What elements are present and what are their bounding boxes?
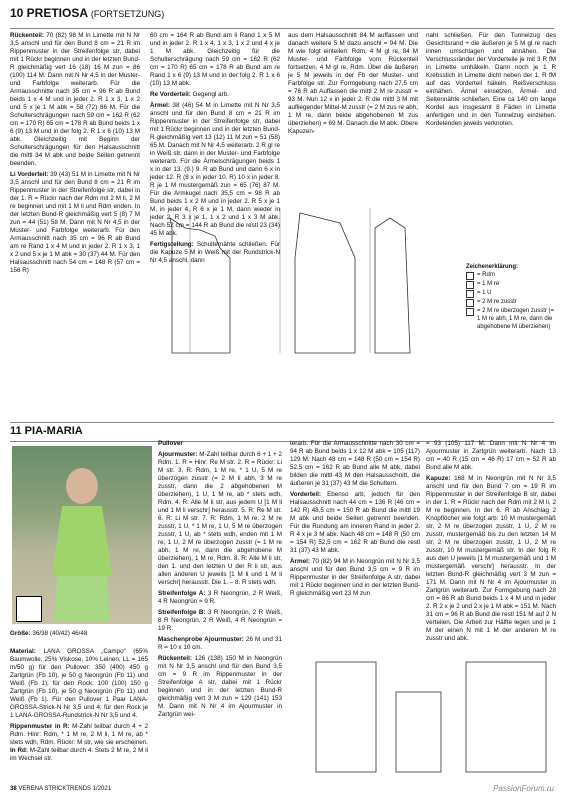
schematic2-lines [296,652,558,784]
legend-item-text: = 1 M re [477,281,500,287]
paragraph: = 93 (105) 117 M. Dann mit N Nr 4 im Ajourmuster in Zartgrün weiterarb. Nach 13 cm = 40 R (15 cm = 46 R) 17 cm = 52 R ab Bund alle M abk. [426,440,556,471]
edge-stitch-icon [466,272,474,280]
section-number-title: 10 PRETIOSA [10,6,88,20]
paragraph: Streifenfolge B: 3 R Neongrün, 2 R Weiß, 8 R Neongrün, 2 R Weiß, 4 R Neongrün = 19 R. [158,609,282,632]
section-subtitle: (FORTSETZUNG) [90,9,165,19]
page-footer [10,786,111,792]
watermark-text: PassionForum.ru [493,784,554,793]
section2-column-2 [158,440,282,722]
paragraph: Maschenprobe Ajourmuster: 26 M und 31 R = 10 x 10 cm. [158,636,282,651]
footer-text: VERENA STRICKTRENDS 1/2021 [18,786,112,792]
paragraph: aus dem Halsausschnitt 84 M auffassen und danach weitere 5 M dazu anschl = 94 M. Die M wie folgt einteilen: Rdm, 4 M gl re, 84 M Muster- und Farbfolge vom Rückenteil fortsetzen, 4 M gl re, Rdm. Über die äußeren je 5 M jeweils in der Fb der Muster- und Farbfolge str. Zur Formgebung nach 27,5 cm = 76 R ab Auffassen die mittl 2 M re zusstr = 93 M. Nun 12 x in jeder 2. R die mittl 3 M mit aufliegender Mittel-M zusstr (= 2 M zus re abh, 1 M re, dann beide abgehobenen M zus überziehen) = 69 M. Danach die M abk. Obere Kapuzen- [288,32,419,135]
legend-item [466,271,558,280]
paragraph: Ärmel: 38 (46) 54 M in Limette mit N Nr 3,5 anschl und für den Bund 8 cm = 21 R im Rippenmuster in der Streifenfolge str, dabei mit 1 Rückr beginnen und in der letzten Bund-R gleichmäßig vert 13 (12) 11 M zun = 51 (58) 65 M. Danach mit N Nr 4,5 weiterarb. 2 R gl re in Weiß str, dann in der Muster- und Farbfolge weiterarb. Für die Ärmelschrägungen beids 1 x in der 13. (9.) 9. R ab Bund und dann 6 x in jeder 12. R (8 x in jeder 10. R) 10 x in jeder 8. R je 1 M mustergemäß zun = 65 (76) 87 M. Für die Armkugel nach 35,5 cm = 98 R ab Bund beids 1 x 2 M und in jeder 2. R 5 x je 1 M, in jeder 4. R 6 x je 1 M, dann wieder in jeder 2. R 3 x je 1, 1 x 2 und 1 x 3 M abk. Nach 52 cm = 144 R ab Bund die restl 23 (34) 45 M abk. [150,102,280,237]
paragraph: Re Vorderteil: Gegengl arb. [150,91,229,98]
paragraph: Ärmel: 70 (82) 94 M in Neongrün mit N Nr 3,5 anschl und für den Bund 3,5 cm = 9 R im Rippenmuster in der Streifenfolge A str, dabei mit 1 Rückr beginnen und in der letzten Bund-R gleichmäßig vert 23 M zun [290,558,420,597]
k2tog-icon [466,299,474,307]
section2-column-1-body [10,648,148,766]
symbol-legend [466,263,558,331]
legend-item [466,280,558,289]
size-values: 36/38 (40/42) 46/48 [32,630,88,637]
legend-item [466,307,558,331]
section2-title: 11 PIA-MARIA [10,425,83,437]
section2-header [10,422,554,442]
size-label: Größe: [10,630,31,637]
paragraph: Material: LANA GROSSA „Campo“ (65% Baumwolle, 25% Viskose, 10% Leinen, LL = 165 m/50 g) für den Pullover: 350 (400) 450 g Zartgrün (Fb 10), je 50 g Neongrün (Fb 11) und Weiß (Fb 1); für den Rock: 100 (100) 150 g Zartgrün (Fb 10), je 50 g Neongrün (Fb 11) und Weiß (Fb 1). Für den Pullover 1 Paar LANA-GROSSA-Strick-N Nr 3,5 und 4; für den Rock je 1 LANA-GROSSA-Rundstrick-N Nr 3,5 und 4. [10,648,148,719]
knitting-schematic-pia-maria [296,652,558,784]
section2-column-1 [10,630,148,641]
paragraph: Pullover [158,440,183,447]
legend-title: Zeichenerklärung: [466,264,519,270]
paragraph: terarb. Für die Armausschnitte nach 30 cm = 94 R ab Bund beids 1 x 12 M abk = 105 (117) 129 M. Nach 48 cm = 148 R (50 cm = 154 R) 52,5 cm = 162 R ab Bund alle M abk, dabei bilden die mittl 43 M den Halsausschnitt, die äußeren je 31 (37) 43 M die Schultern. [290,440,420,487]
paragraph: Streifenfolge A: 3 R Neongrün, 2 R Weiß, 4 R Neongrün = 9 R. [158,590,283,605]
section1-column-1 [10,32,140,278]
legend-item [466,289,558,298]
paragraph: 60 cm = 164 R ab Bund am li Rand 1 x 5 M und in jeder 2. R 1 x 4, 1 x 3, 1 x 2 und 4 x je 1 M abk. Gleichzeitig für die Schulterschrägung nach 59 cm = 162 R (62 cm = 170 R) 65 cm = 178 R ab Bund am re Rand 1 x 6 (9) 13 M und in der folg 2. R 1 x 6 (10) 13 M abk. [150,32,280,87]
legend-item-text: = 1 U [477,290,492,296]
section-title [10,6,164,20]
legend-item [466,298,558,307]
section2-column-3 [290,440,420,601]
paragraph: Fertigstellung: Schulternähte schließen. Für die Kapuze 5 M in Weiß mit der Rundstrick-N Nr 4,5 anschl, dann [150,241,280,264]
yarn-over-icon [466,290,474,298]
section2-column-4 [426,440,556,646]
section1-column-4 [426,32,556,131]
schematic-lines [150,188,460,368]
paragraph: Rückenteil: 126 (138) 150 M in Neongrün mit N Nr 3,5 anschl und für den Bund 3,5 cm = 9 R im Rippenmuster in der Streifenfolge A str, dabei mit 1 Rückr beginnen und in der letzten Bund-R gleichmäßig vert 3 M zun = 129 (141) 153 M. Dann mit N Nr 4 im Ajourmuster in Zartgrün wei- [158,655,282,718]
paragraph: Ajourmuster: M-Zahl teilbar durch 6 + 1 + 2 Rdm. 1. R = Hinr: Re M str. 2. R = Rückr: Li M str. 3. R: Rdm, 1 M re, * 1 U, 5 M re überzogen zusstr (= 2 M li abh, 3 M re zusstr, dann die 2 abgehobenen M überziehen), 1 U, 1 M re, ab * stets wdh, Rdm. 4. R: Alle M li str, aus jedem U [1 M li und 1 M li verschr] herausstr. 5. R: Re M str. 6. R: Li M str. 7. R: Rdm, 1 M re, 2 M re zusstr, 1 U, * 1 M re, 1 U, 5 M re überzogen zusstr, 1 U, ab * stets wdh, enden mit 1 M re, 1 U, 2 M re überzogen zusstr (= 1 M re abh, 1 M re, dann die abgehobene M überziehen), 1 M re, Rdm. 8. R: Alle M li str, den 1. und den letzten U der R li str, aus allen anderen U jeweils [1 M li und 1 M li verschr] herausstr. Die 1. – 8. R stets wdh. [158,451,282,586]
section1-column-3 [288,32,418,139]
paragraph: naht schließen. Für den Tunnelzug des Gesichtsrand + die äußeren je 5 M gl re nach innen umschlagen und annähen. Die Verschlussränder der Vorderteile je mit 3 R fM in Limette umhäkeln. Dann noch je 1 R Krebsstich in Limette dicht neben der 1. R fM auf das Vorderteil häkeln. Reißverschluss einnähen. Ärmel einsetzen, Ärmel- und Seitennähte schließen. Eine ca 140 cm lange Kordel aus insgesamt 8 Fäden in Limette anfertigen und in den Tunnelzug einziehen. Kordelenden jeweils verknoten. [426,32,556,127]
paragraph: Rückenteil: 70 (82) 98 M in Limette mit N Nr 3,5 anschl und für den Bund 8 cm = 21 R im Rippenmuster in der Streifenfolge str, dabei mit 1 Rückr beginnen und in der letzten Bund-R gleichmäßig vert 16 (18) 16 M zun = 86 (100) 114 M. Dann mit N Nr 4,5 in der Muster- und Farbfolge weiterarb. Für die Armausschnitte nach 35 cm = 96 R ab Bund beids 1 x 4 M und in jeder 2. R 1 x 3, 1 x 2 und 5 x je 1 M abk = 58 (72) 86 M. Für die Schulterschrägungen nach 59 cm = 162 R (62 cm = 170 R) 65 cm = 178 R ab Bund beids 1 x 6 (9) 13 M und in der folg 2. R 1 x 6 (10) 13 M abk. Gleichzeitig mit Beginn der Schulterschrägungen für den Halsausschnitt die mittl 34 M abk und beide Seiten getrennt beenden. [10,32,140,167]
page-header [10,4,554,29]
legend-item-text: = 2 M re zusstr [477,299,517,305]
knitting-schematic-pretiosa [150,188,460,368]
paragraph: Rippenmuster in R: M-Zahl teilbar durch 4 + 2 Rdm. Hinr: Rdm, * 1 M re, 2 M li, 1 M re, ab * stets wdh, Rdm. Rückr: M str, wie sie erscheinen. In Rd: M-Zahl teilbar durch 4. Stets 2 M re, 2 M li im Wechsel str. [10,723,148,762]
qr-code[interactable] [16,596,42,622]
legend-item-text: = Rdm [477,272,495,278]
knit-stitch-icon [466,281,474,289]
paragraph: Kapuze: 168 M in Neongrün mit N Nr 3,5 anschl und für den Bund 7 cm = 19 R im Rippenmuster in der Streifenfolge B str, dabei in der 1. R = Rückr nach der Rdm mit 2 M li, 2 M re beginnen. In der 6. R ab Anschlag 2 Knopflöcher wie folgt arb: 10 M mustergemäß str, 2 M re überzogen zusstr, 1 U, 2 M re zusstr, mustergemäß bis zu den letzten 14 M str, 2 M re überzogen zusstr, 1 U, 2 M re zusstr, 10 M mustergemäß str. In der folg R aus den U jeweils [1 M mustergemäß und 1 M mustergemäß verschr] herausstr. In der letzten Bund-R gleichmäßig vert 3 M zun = 171 M. Dann mit N Nr 4 im Ajourmuster in Zartgrün weiterarb. Zur Formgebung nach 28 cm = 86 R ab Bund beids 1 x 4 M und in jeder 2. R 2 x je 2 und 2 x je 1 M abk = 151 M. Nach 31 cm = 96 R ab Bund die restl 151 M auf 2 N verteilen. Die Arbeit zur Hälfte legen und je 1 M der einen N mit 1 M der anderen M re zusstr und abk. [426,475,556,642]
paragraph: Li Vorderteil: 39 (43) 51 M in Limette mit N Nr 3,5 anschl und für den Bund 8 cm = 21 R im Rippenmuster in der Streifenfolge str, dabei in der 1. R = Rückr nach der Rdm mit 2 M li, 2 M re beginnen und mit 1 M li und Rdm enden. In der letzten Bund-R gleichmäßig vert 5 (8) 7 M zun = 44 (51) 58 M. Dann mit N Nr 4,5 in der Muster- und Farbfolge weiterarb. Für den Armausschnitt nach 35 cm = 96 R ab Bund am re Rand 1 x 4 M und in jeder 2. R 1 x 3, 1 x 2 und 5 x je 1 M abk = 30 (37) 44 M. Für den Halsausschnitt nach 54 cm = 148 R (57 cm = 156 R) [10,171,140,274]
paragraph: Vorderteil: Ebenso arb, jedoch für den Halsausschnitt nach 44 cm = 136 R (46 cm = 142 R) 48,5 cm = 150 R ab Bund die mittl 19 M abk und beide Seiten getrennt beenden. Für die Rundung am inneren Rand in jeder 2. R 4 x je 3 M abk. Nach 48 cm = 148 R (50 cm = 154 R) 52,5 cm = 162 R ab Bund die restl 31 (37) 43 M abk. [290,491,420,554]
legend-item-text: = 2 M re überzogen zusstr (= 1 M re abh, 1 M re, dann die abgehobene M überziehen) [477,308,555,330]
page-number: 38 [10,786,17,792]
ssk-icon [466,308,474,316]
